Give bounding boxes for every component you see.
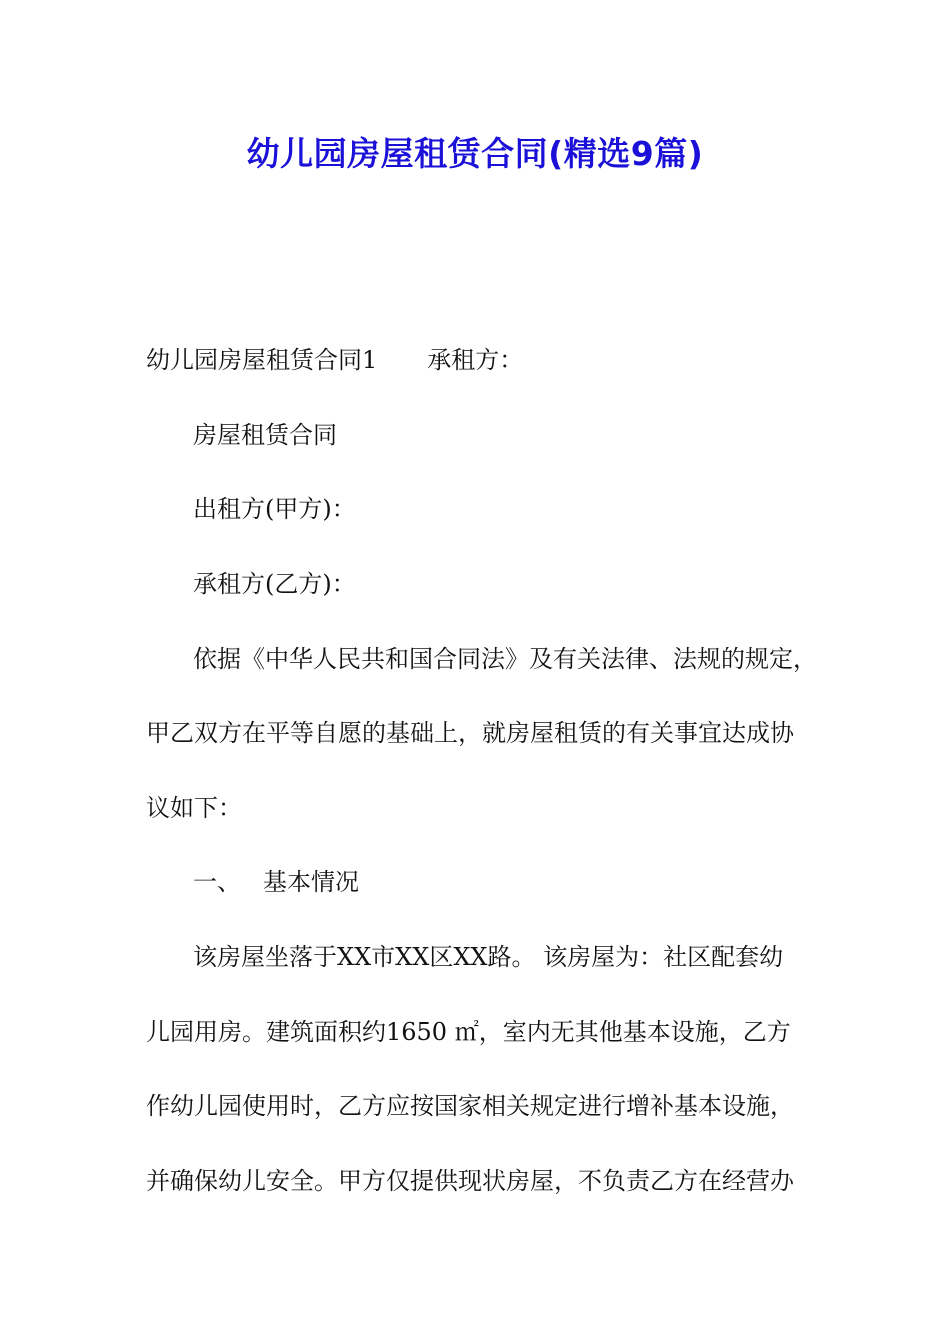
lessee-field-label: 承租方(乙方)： (193, 570, 356, 598)
paragraph-line: 议如下： (146, 794, 242, 822)
contract-number-label: 幼儿园房屋租赁合同1 (146, 346, 378, 374)
lessor-field-label: 出租方(甲方)： (193, 495, 356, 523)
paragraph-line: 甲乙双方在平等自愿的基础上，就房屋租赁的有关事宜达成协 (146, 719, 794, 747)
paragraph-line: 儿园用房。建筑面积约1650 ㎡，室内无其他基本设施，乙方 (146, 1018, 791, 1046)
paragraph-line: 作幼儿园使用时，乙方应按国家相关规定进行增补基本设施， (146, 1092, 794, 1120)
heading-line (146, 345, 523, 375)
document-title: 幼儿园房屋租赁合同(精选9篇) (246, 134, 704, 173)
paragraph-line: 该房屋坐落于XX市XX区XX路。 该房屋为：社区配套幼 (193, 943, 784, 971)
section-number: 一、 (193, 868, 241, 896)
paragraph-line: 并确保幼儿安全。甲方仅提供现状房屋，不负责乙方在经营办 (146, 1167, 794, 1195)
lessee-label: 承租方： (427, 346, 524, 374)
section-heading (193, 867, 359, 897)
section-label: 基本情况 (263, 868, 359, 896)
paragraph-line: 房屋租赁合同 (193, 421, 337, 449)
paragraph-line: 依据《中华人民共和国合同法》及有关法律、法规的规定， (193, 645, 817, 673)
